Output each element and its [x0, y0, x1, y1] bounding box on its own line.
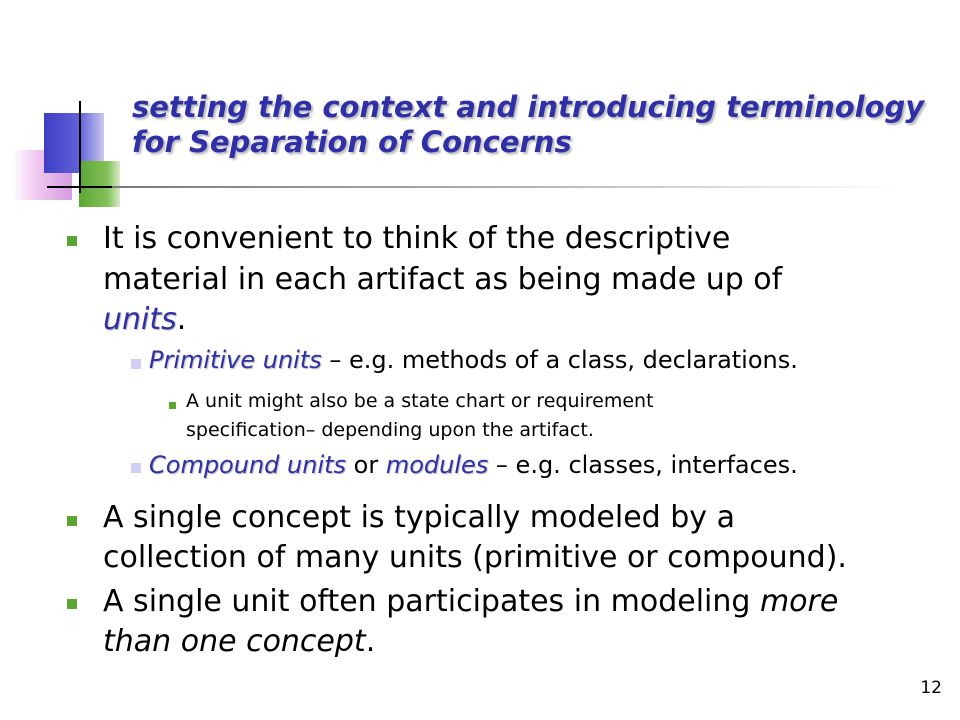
title-line-2: for Separation of Concerns	[132, 125, 572, 159]
bullet-3-line-1	[103, 584, 838, 620]
term-modules: modules	[385, 451, 489, 479]
bullet-1-2-rest: – e.g. classes, interfaces.	[488, 451, 798, 479]
term-compound-units: Compound units	[149, 451, 347, 479]
slide-title	[132, 90, 932, 160]
term-primitive-units: Primitive units	[149, 346, 322, 374]
bullet-marker	[67, 516, 77, 526]
bullet-3-end: .	[365, 624, 376, 659]
bullet-marker	[169, 402, 176, 409]
logo-green-square	[79, 161, 120, 207]
bullet-1-1-rest: – e.g. methods of a class, declarations.	[321, 346, 798, 374]
bullet-3-line-1-text: A single unit often participates in modeling	[103, 584, 760, 619]
term-units: units	[103, 302, 177, 337]
bullet-1-2-mid: or	[346, 451, 386, 479]
bullet-3-line-2	[103, 624, 375, 660]
bullet-marker	[131, 463, 141, 473]
bullet-1-1-1-line-1: A unit might also be a state chart or requirement	[186, 390, 654, 412]
bullet-1-1-1-line-2: specification– depending upon the artifact.	[186, 419, 594, 441]
bullet-2-line-2: collection of many units (primitive or compound).	[103, 540, 847, 575]
bullet-1-line-2: material in each artifact as being made up of	[103, 262, 783, 297]
bullet-1-1	[149, 346, 798, 375]
slide-number: 12	[920, 678, 942, 698]
bullet-1-line-1: It is convenient to think of the descriptive	[103, 221, 731, 256]
title-line-1: setting the context and introducing terminology	[132, 90, 925, 124]
bullet-marker	[67, 599, 77, 609]
bullet-marker	[67, 236, 77, 246]
bullet-marker	[131, 359, 141, 369]
bullet-3-emphasis-more: more	[759, 584, 839, 619]
logo-vertical-line	[79, 101, 81, 193]
title-underline-rule	[112, 186, 902, 188]
bullet-1-line-3	[103, 302, 186, 338]
bullet-3-emphasis-concept: than one concept	[103, 624, 366, 659]
bullet-1-2	[149, 451, 798, 480]
bullet-2-line-1: A single concept is typically modeled by a	[103, 500, 735, 535]
bullet-1-end: .	[176, 302, 187, 337]
